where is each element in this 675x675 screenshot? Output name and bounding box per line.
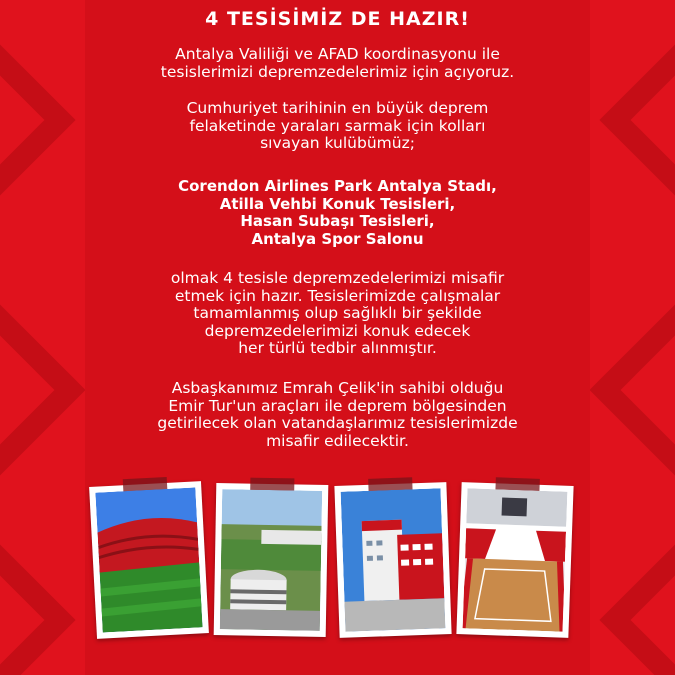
page-title: 4 TESİSİMİZ DE HAZIR! bbox=[205, 8, 470, 30]
intro-paragraph: Antalya Valiliği ve AFAD koordinasyonu ile tesislerimizi depremzedelerimiz için açıyoruz. bbox=[160, 45, 515, 81]
background-right-pattern bbox=[590, 0, 675, 675]
ready-paragraph: olmak 4 tesisle depremzedelerimizi misafir etmek için hazır. Tesislerimizde çalışmalar tamamlanmış olup sağlıklı bir şekilde depremzedelerimizi konuk edecek her türlü tedbir alınmıştır. bbox=[170, 269, 505, 357]
hotel-building-photo bbox=[334, 482, 451, 638]
sports-hall-photo bbox=[456, 482, 573, 638]
transport-paragraph: Asbaşkanımız Emrah Çelik'in sahibi olduğu Emir Tur'un araçları ile deprem bölgesinden getirilecek olan vatandaşlarımız tesislerimizde misafir edilecektir. bbox=[157, 379, 518, 450]
facilities-list: Corendon Airlines Park Antalya Stadı, Atilla Vehbi Konuk Tesisleri, Hasan Subaşı Tesisleri, Antalya Spor Salonu bbox=[178, 177, 497, 248]
stadium-photo bbox=[89, 481, 209, 639]
training-facility-photo bbox=[214, 483, 329, 637]
content-panel bbox=[85, 0, 590, 675]
background-left-pattern bbox=[0, 0, 85, 675]
photo-strip bbox=[85, 484, 590, 644]
club-paragraph: Cumhuriyet tarihinin en büyük deprem felaketinde yaraları sarmak için kolları sıvayan kulübümüz; bbox=[186, 99, 489, 152]
